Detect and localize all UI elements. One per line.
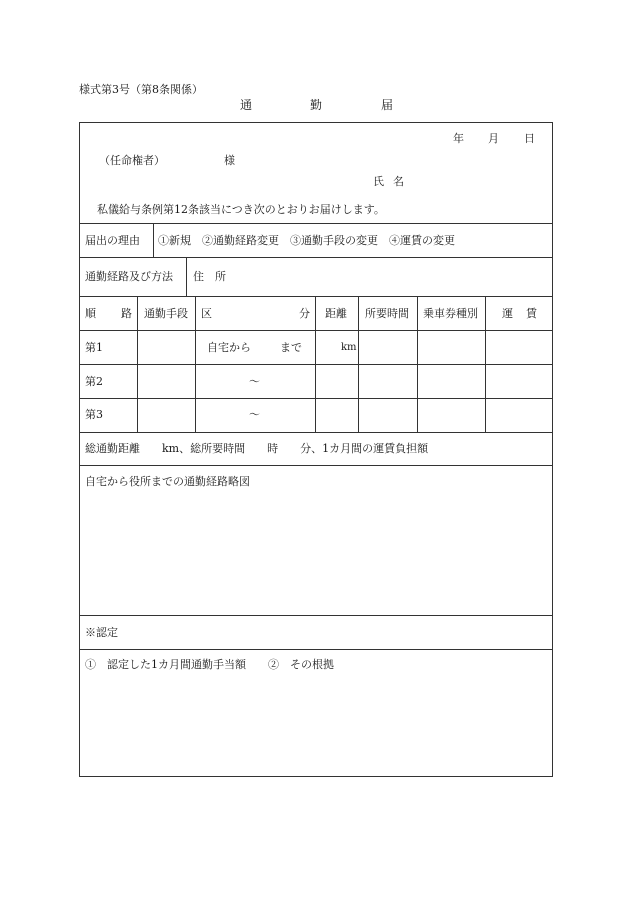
header-ticket: 乗車券種別 xyxy=(423,307,478,320)
header-section-char-2: 分 xyxy=(299,307,310,320)
col-divider-4 xyxy=(358,296,359,432)
divider-row-3 xyxy=(79,432,553,433)
header-means: 通勤手段 xyxy=(144,307,188,320)
row-2-tilde: ～ xyxy=(249,375,260,388)
row-1-label: 第1 xyxy=(85,341,103,354)
reason-label: 届出の理由 xyxy=(85,234,140,247)
divider-reason-label xyxy=(153,223,154,257)
divider-row-1 xyxy=(79,364,553,365)
col-divider-1 xyxy=(137,296,138,432)
approval-label: ※認定 xyxy=(85,626,118,639)
title-char-2: 勤 xyxy=(310,98,323,112)
header-section-char-1: 区 xyxy=(201,307,212,320)
row-1-from: 自宅から xyxy=(207,341,251,354)
reason-options: ①新規 ②通勤経路変更 ③通勤手段の変更 ④運賃の変更 xyxy=(158,234,455,247)
divider-table-header xyxy=(79,330,553,331)
row-2-label: 第2 xyxy=(85,375,103,388)
form-number: 様式第3号（第8条関係） xyxy=(79,83,203,96)
header-time: 所要時間 xyxy=(365,307,409,320)
address-char-1: 住 xyxy=(193,270,204,283)
divider-approval xyxy=(79,649,553,650)
col-divider-6 xyxy=(485,296,486,432)
totals-text: 総通勤距離 km、総所要時間 時 分、1カ月間の運賃負担額 xyxy=(85,442,429,455)
col-divider-2 xyxy=(195,296,196,432)
row-3-tilde: ～ xyxy=(249,408,260,421)
header-fare-char-1: 運 xyxy=(502,307,513,320)
declaration-text: 私儀給与条例第12条該当につき次のとおりお届けします。 xyxy=(97,203,385,216)
col-divider-3 xyxy=(315,296,316,432)
map-label: 自宅から役所までの通勤経路略図 xyxy=(85,475,250,488)
divider-map xyxy=(79,615,553,616)
title-char-3: 届 xyxy=(381,98,394,112)
route-method-label: 通勤経路及び方法 xyxy=(85,270,173,283)
divider-reason xyxy=(79,257,553,258)
divider-route xyxy=(79,296,553,297)
row-3-label: 第3 xyxy=(85,408,103,421)
date-month: 月 xyxy=(488,132,499,145)
approval-detail: ① 認定した1カ月間通勤手当額 ② その根拠 xyxy=(85,658,334,671)
address-char-2: 所 xyxy=(215,270,226,283)
row-1-unit: km xyxy=(341,342,357,353)
title-char-1: 通 xyxy=(240,98,253,112)
date-year: 年 xyxy=(453,132,464,145)
header-fare-char-2: 賃 xyxy=(526,307,537,320)
header-distance: 距離 xyxy=(325,307,347,320)
col-divider-5 xyxy=(417,296,418,432)
header-route-char-2: 路 xyxy=(121,307,132,320)
divider-totals xyxy=(79,465,553,466)
divider-header xyxy=(79,223,553,224)
addressee-label: （任命権者） xyxy=(99,154,165,167)
date-day: 日 xyxy=(524,132,535,145)
name-char-1: 氏 xyxy=(373,175,384,188)
row-1-to: まで xyxy=(280,341,302,354)
header-route-char-1: 順 xyxy=(85,307,96,320)
name-char-2: 名 xyxy=(393,175,404,188)
divider-row-2 xyxy=(79,398,553,399)
addressee-honorific: 様 xyxy=(224,154,235,167)
divider-route-label xyxy=(186,257,187,296)
